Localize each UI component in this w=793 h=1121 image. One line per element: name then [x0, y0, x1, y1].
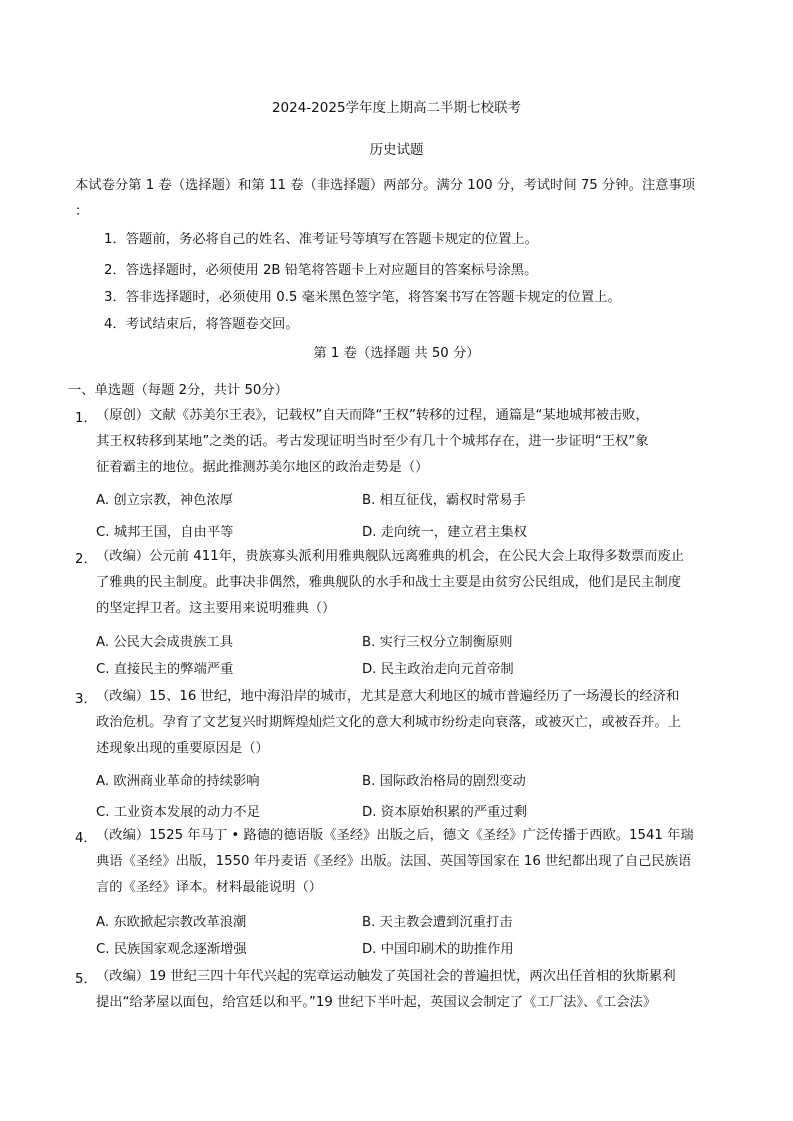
option-b: B. 实行三权分立制衡原则 — [362, 635, 513, 650]
option-c: C. 民族国家观念逐渐增强 — [96, 942, 247, 957]
option-b: B. 国际政治格局的剧烈变动 — [362, 774, 526, 789]
subject-title: 历史试题 — [369, 142, 424, 158]
option-b: B. 天主教会遭到沉重打击 — [362, 915, 513, 930]
question-text-line: 提出“给茅屋以面包，给宫廷以和平。”19 世纪下半叶起，英国议会制定了《工厂法》、《工会法》 — [96, 995, 657, 1010]
option-d: D. 资本原始积累的严重过剩 — [362, 805, 527, 820]
instruction-item: 1．答题前，务必将自己的姓名、准考证号等填写在答题卡规定的位置上。 — [104, 232, 538, 247]
option-c: C. 工业资本发展的动力不足 — [96, 805, 261, 820]
question-1 — [75, 407, 715, 545]
instruction-item: 3．答非选择题时，必须使用 0.5 毫米黑色签字笔，将答案书写在答题卡规定的位置上。 — [104, 290, 621, 305]
question-number: 2． — [75, 552, 97, 567]
question-text-line: 了雅典的民主制度。此事决非偶然，雅典舰队的水手和战士主要是由贫穷公民组成，他们是民主制度 — [96, 575, 682, 590]
question-number: 5． — [75, 972, 97, 987]
section-title: 第 1 卷（选择题 共 50 分） — [313, 346, 480, 361]
question-text-line: （改编）1525 年马丁 • 路德的德语版《圣经》出版之后，德文《圣经》广泛传播于西欧。1541 年瑞 — [96, 828, 694, 843]
option-a: A. 东欧掀起宗教改革浪潮 — [96, 915, 247, 930]
option-d: D. 中国印刷术的助推作用 — [362, 942, 514, 957]
option-b: B. 相互征伐，霸权时常易手 — [362, 493, 526, 508]
question-text-line: 其王权转移到某地”之类的话。考古发现证明当时至少有几十个城邦存在，进一步证明“王权”象 — [96, 434, 649, 449]
question-text-line: （改编）19 世纪三四十年代兴起的宪章运动触发了英国社会的普遍担忧，两次出任首相的狄斯累利 — [96, 969, 676, 984]
question-4 — [75, 827, 715, 959]
instructions-intro: 本试卷分第 1 卷（选择题）和第 11 卷（非选择题）两部分。满分 100 分，考试时间 75 分钟。注意事项 — [75, 178, 696, 193]
option-d: D. 走向统一，建立君主集权 — [362, 525, 527, 540]
instructions-intro-cont: ： — [75, 204, 89, 219]
option-a: A. 欧洲商业革命的持续影响 — [96, 774, 260, 789]
question-number: 1． — [75, 411, 97, 426]
question-number: 4． — [75, 831, 97, 846]
option-c: C. 直接民主的弊端严重 — [96, 662, 234, 677]
part-title: 一、单选题（每题 2分，共计 50分） — [68, 383, 288, 398]
instruction-item: 2．答选择题时，必须使用 2B 铅笔将答题卡上对应题目的答案标号涂黑。 — [104, 263, 538, 278]
option-c: C. 城邦王国，自由平等 — [96, 525, 234, 540]
question-text-line: （改编）15、16 世纪，地中海沿岸的城市，尤其是意大利地区的城市普遍经历了一场漫长的经济和 — [96, 689, 680, 704]
question-text-line: （原创）文献《苏美尔王表》，记载权”自天而降“王权”转移的过程，通篇是“某地城邦被击败， — [96, 408, 649, 423]
question-text-line: 的坚定捍卫者。这主要用来说明雅典（） — [96, 601, 336, 616]
question-number: 3． — [75, 692, 97, 707]
question-text-line: 言的《圣经》译本。材料最能说明（） — [96, 880, 323, 895]
question-text-line: 征着霸主的地位。据此推测苏美尔地区的政治走势是（） — [96, 460, 429, 475]
question-5 — [75, 968, 715, 1028]
question-text-line: 述现象出现的重要原因是（） — [96, 741, 269, 756]
option-d: D. 民主政治走向元首帝制 — [362, 662, 514, 677]
question-text-line: 政治危机。孕育了文艺复兴时期辉煌灿烂文化的意大利城市纷纷走向衰落，或被灭亡，或被吞并。上 — [96, 715, 682, 730]
instruction-item: 4．考试结束后，将答题卷交回。 — [104, 317, 299, 332]
question-text-line: 典语《圣经》出版，1550 年丹麦语《圣经》出版。法国、英国等国家在 16 世纪都出现了自己民族语 — [96, 854, 692, 869]
question-text-line: （改编）公元前 411年，贵族寡头派利用雅典舰队远离雅典的机会，在公民大会上取得多数票而废止 — [96, 549, 685, 564]
question-3 — [75, 688, 715, 822]
exam-title: 2024-2025学年度上期高二半期七校联考 — [271, 100, 522, 116]
question-2 — [75, 548, 715, 678]
option-a: A. 创立宗教，神色浓厚 — [96, 493, 233, 508]
option-a: A. 公民大会成贵族工具 — [96, 635, 233, 650]
